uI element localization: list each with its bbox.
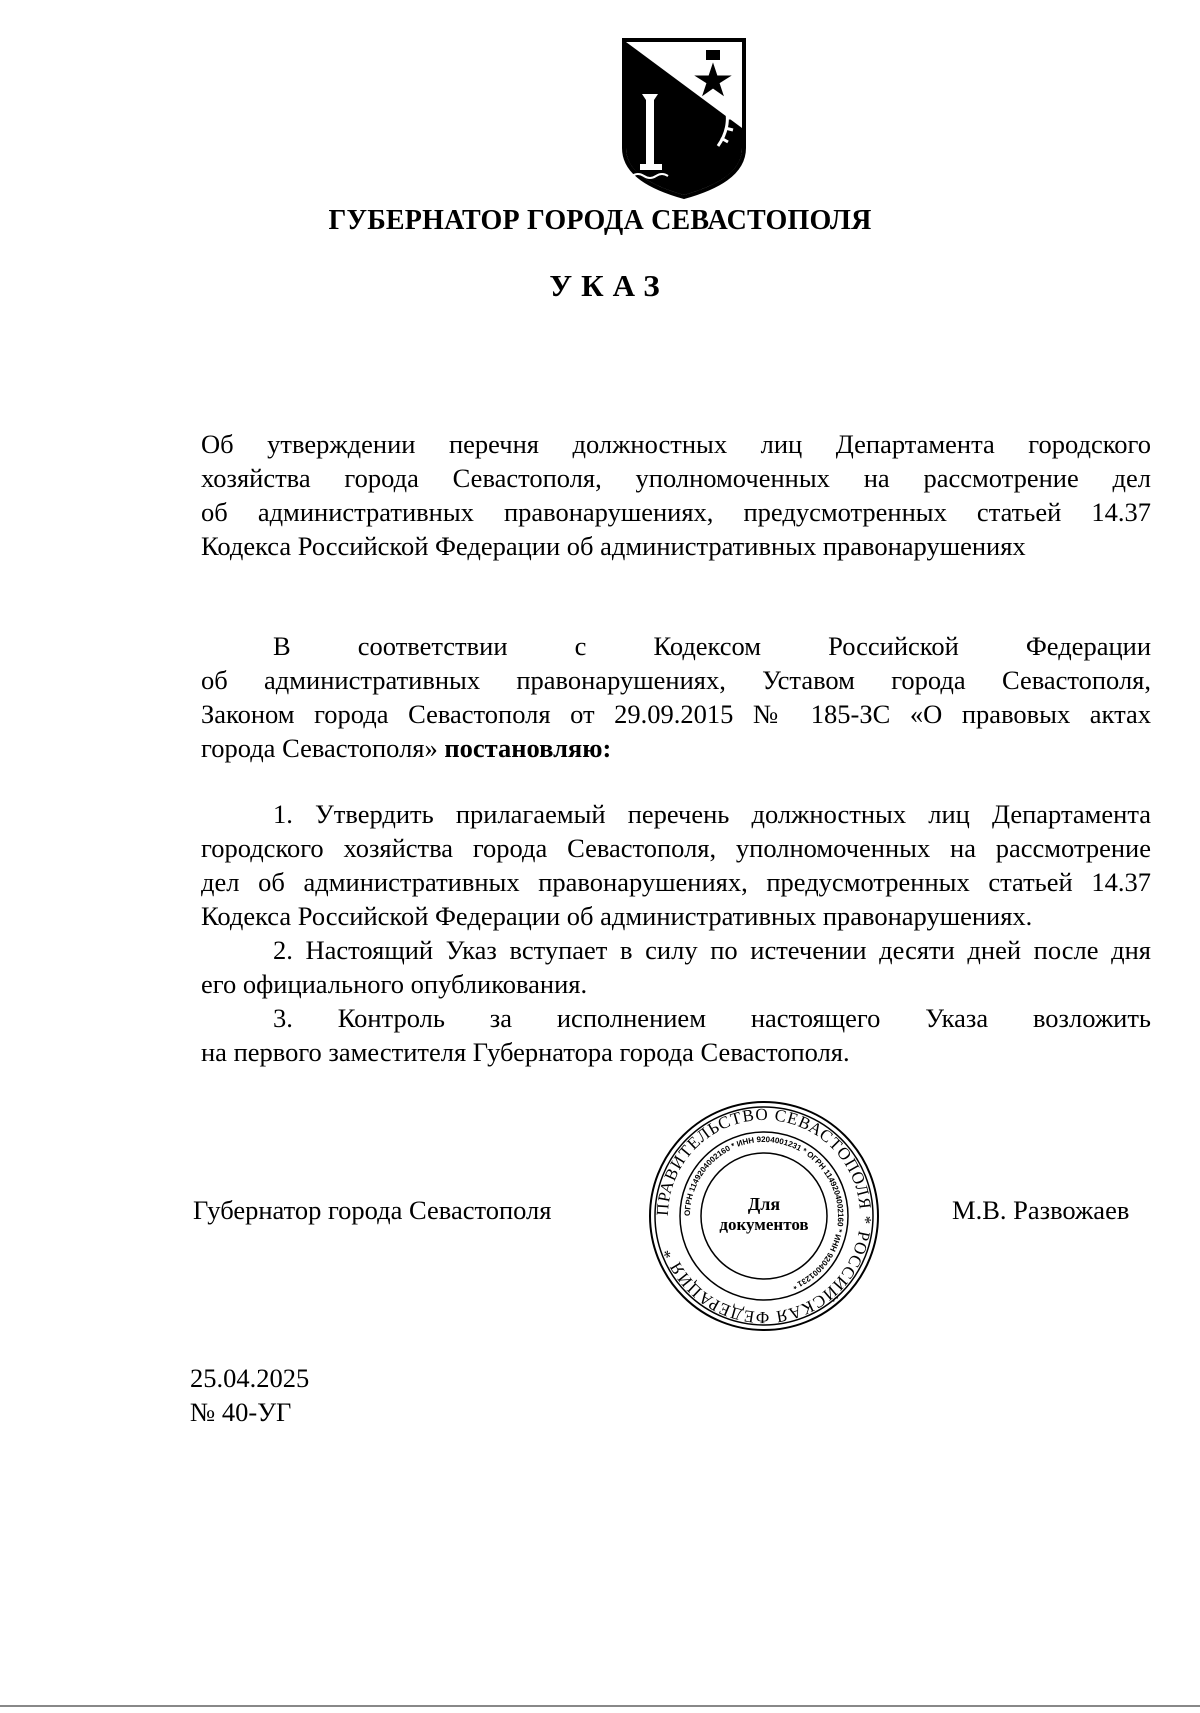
- item-line: на первого заместителя Губернатора города Севастополя.: [201, 1037, 850, 1067]
- subject-line: хозяйства города Севастополя, уполномоченных на рассмотрение дел: [201, 463, 1151, 493]
- seal-inner-text: ОГРН 1149204002160 * ИНН 9204001231 * ОГРН 1149204002160 * ИНН 9204001231 *: [682, 1134, 846, 1291]
- seal-outer-text: ПРАВИТЕЛЬСТВО СЕВАСТОПОЛЯ * РОССИЙСКАЯ ФЕДЕРАЦИЯ *: [652, 1104, 876, 1328]
- preamble-line: об административных правонарушениях, Уставом города Севастополя,: [201, 665, 1151, 695]
- item-line: Кодекса Российской Федерации об административных правонарушениях.: [201, 901, 1033, 931]
- decree-date: 25.04.2025: [190, 1363, 310, 1393]
- preamble-line: [201, 731, 1151, 765]
- page-bottom-edge: [0, 1705, 1200, 1707]
- decree-subject: [201, 427, 1151, 563]
- preamble-line: Законом города Севастополя от 29.09.2015 № 185-ЗС «О правовых актах: [201, 699, 1151, 729]
- seal-center-line: Для: [747, 1194, 781, 1214]
- sevastopol-coat-of-arms-icon: [620, 36, 748, 201]
- document-type: УКАЗ: [549, 268, 669, 303]
- signatory-name: М.В. Развожаев: [952, 1195, 1130, 1225]
- decree-preamble: [201, 629, 1151, 765]
- preamble-line-text: города Севастополя»: [201, 733, 438, 763]
- issuing-authority: ГУБЕРНАТОР ГОРОДА СЕВАСТОПОЛЯ: [328, 205, 872, 236]
- subject-line: Об утверждении перечня должностных лиц Департамента городского: [201, 429, 1151, 459]
- preamble-line: В соответствии с Кодексом Российской Федерации: [273, 631, 1151, 661]
- decree-word: постановляю:: [444, 733, 612, 763]
- subject-line: об административных правонарушениях, предусмотренных статьей 14.37: [201, 497, 1151, 527]
- item-line: городского хозяйства города Севастополя, уполномоченных на рассмотрение: [201, 833, 1151, 863]
- signatory-title: Губернатор города Севастополя: [193, 1195, 552, 1225]
- item-line: его официального опубликования.: [201, 969, 588, 999]
- decree-items: [201, 797, 1151, 1069]
- item-line: 3. Контроль за исполнением настоящего Указа возложить: [273, 1003, 1151, 1033]
- subject-line: Кодекса Российской Федерации об административных правонарушениях: [201, 531, 1026, 561]
- item-line: 1. Утвердить прилагаемый перечень должностных лиц Департамента: [273, 799, 1151, 829]
- item-line: 2. Настоящий Указ вступает в силу по истечении десяти дней после дня: [273, 935, 1151, 965]
- decree-number: № 40-УГ: [190, 1397, 292, 1427]
- official-seal-icon: [646, 1098, 882, 1334]
- seal-center-line: документов: [719, 1215, 809, 1234]
- item-line: дел об административных правонарушениях, предусмотренных статьей 14.37: [201, 867, 1151, 897]
